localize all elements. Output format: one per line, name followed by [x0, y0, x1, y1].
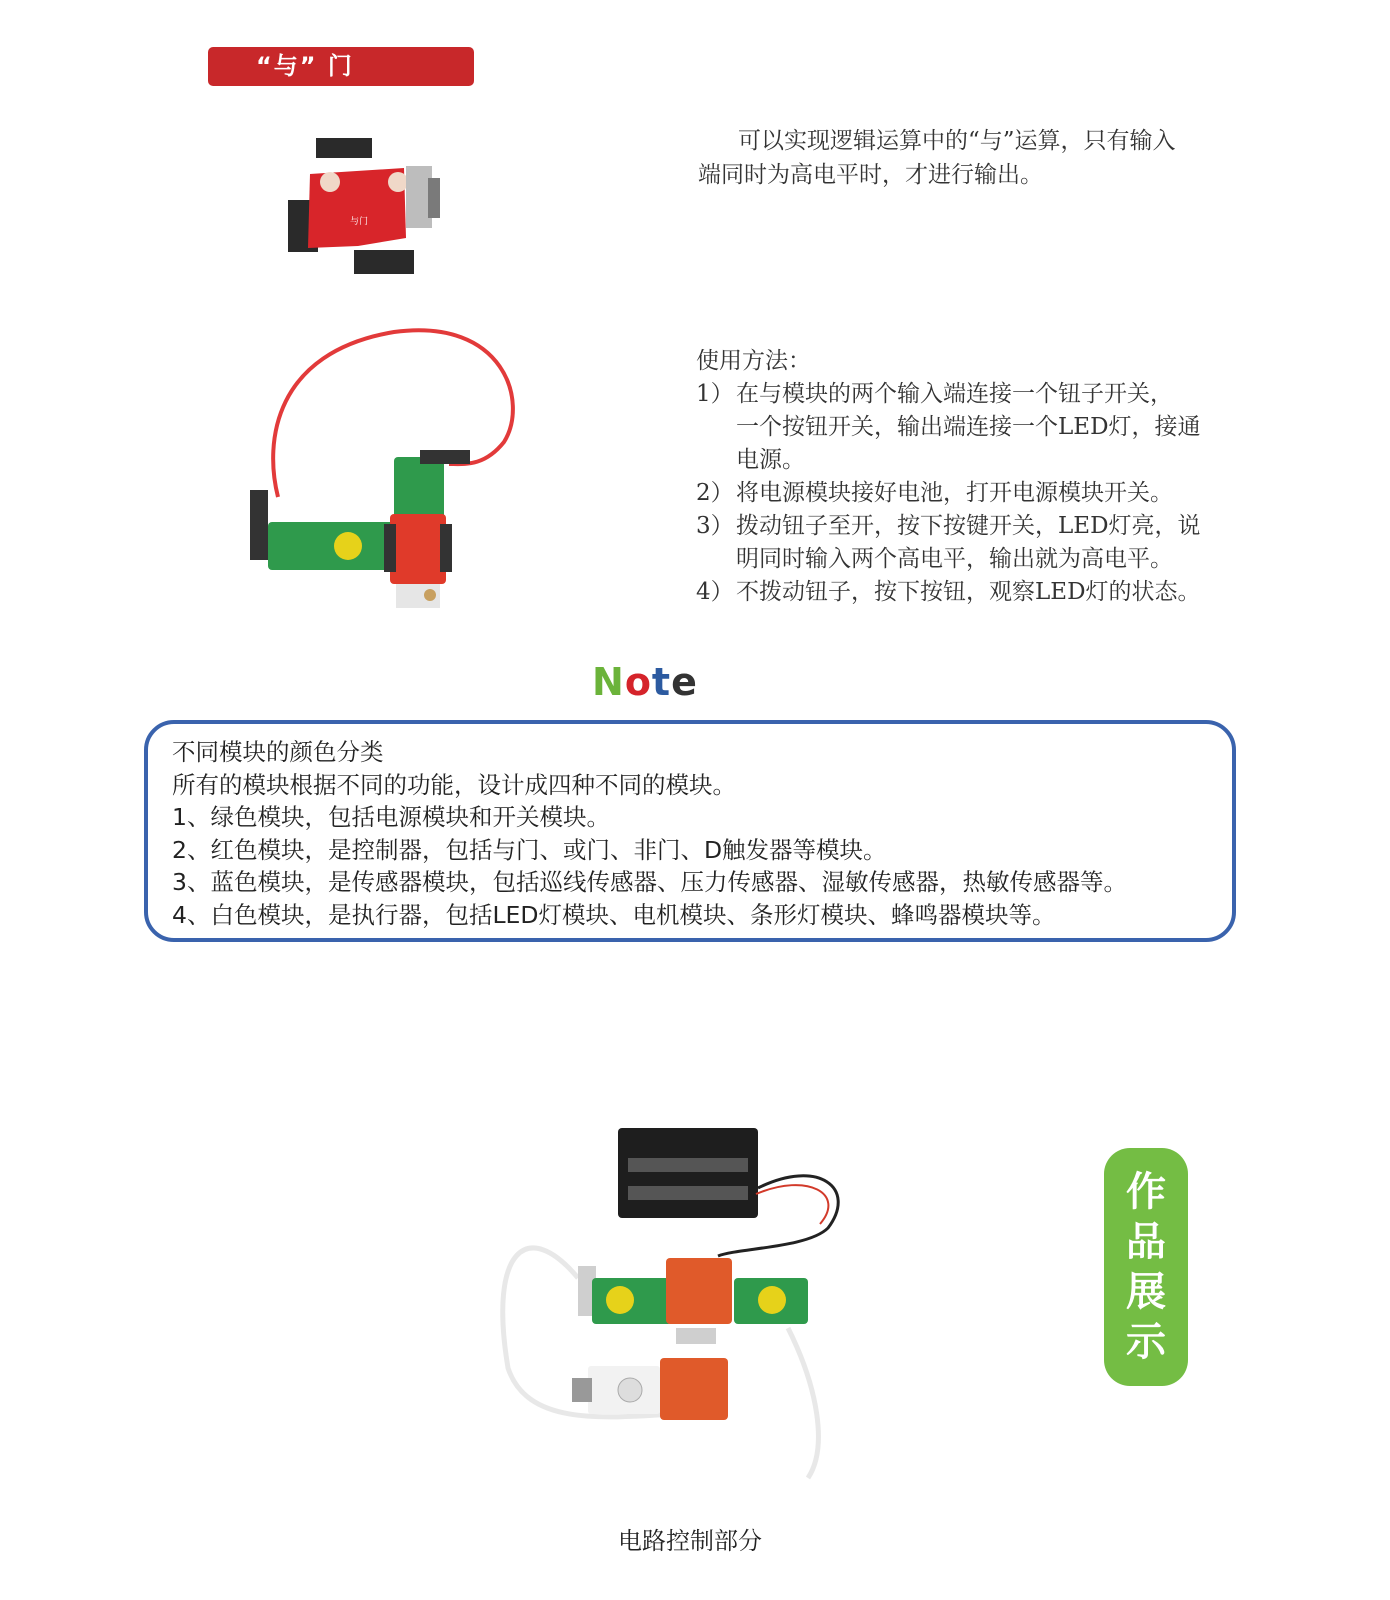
note-logo	[592, 660, 698, 704]
note-line: 所有的模块根据不同的功能，设计成四种不同的模块。	[172, 770, 736, 799]
photo-caption: 电路控制部分	[618, 1527, 762, 1555]
step-line: 拨动钮子至开，按下按键开关，LED灯亮，说	[736, 513, 1201, 539]
showcase-badge	[1104, 1148, 1188, 1386]
note-logo-letter: o	[624, 660, 652, 704]
step-number: 3）	[696, 513, 734, 539]
usage-instructions	[696, 345, 1276, 609]
intro-paragraph	[698, 124, 1268, 192]
intro-line-2: 端同时为高电平时，才进行输出。	[698, 162, 1043, 188]
step-line: 电源。	[736, 447, 805, 473]
note-line: 4、白色模块，是执行器，包括LED灯模块、电机模块、条形灯模块、蜂鸣器模块等。	[172, 900, 1056, 929]
intro-line-1: 可以实现逻辑运算中的“与”运算，只有输入	[738, 128, 1176, 154]
note-logo-letter: e	[671, 660, 698, 704]
step-line: 明同时输入两个高电平，输出就为高电平。	[736, 546, 1173, 572]
note-line: 不同模块的颜色分类	[172, 738, 384, 766]
step-number: 1）	[696, 381, 734, 407]
note-logo-letter: N	[592, 660, 625, 704]
usage-step	[696, 576, 1276, 609]
svg-text:与门: 与门	[350, 217, 369, 227]
showcase-circuit-photo	[488, 1128, 908, 1488]
and-gate-circuit-photo	[244, 322, 534, 624]
section-title: “与” 门	[208, 47, 474, 86]
step-line: 不拨动钮子，按下按钮，观察LED灯的状态。	[736, 579, 1201, 605]
usage-step	[696, 477, 1276, 510]
showcase-char: 示	[1126, 1319, 1166, 1365]
showcase-char: 作	[1126, 1169, 1166, 1215]
step-line: 在与模块的两个输入端连接一个钮子开关，	[736, 381, 1173, 407]
note-line: 1、绿色模块，包括电源模块和开关模块。	[172, 803, 610, 831]
step-line: 将电源模块接好电池，打开电源模块开关。	[736, 480, 1173, 506]
usage-heading: 使用方法：	[696, 348, 811, 374]
and-gate-module-photo	[288, 138, 448, 278]
step-number: 2）	[696, 480, 734, 506]
step-number: 4）	[696, 579, 734, 605]
note-line: 3、蓝色模块，是传感器模块，包括巡线传感器、压力传感器、湿敏传感器，热敏传感器等。	[172, 868, 1127, 896]
note-logo-letter: t	[651, 660, 672, 704]
showcase-char: 品	[1126, 1219, 1166, 1265]
usage-step	[696, 510, 1276, 576]
step-line: 一个按钮开关，输出端连接一个LED灯，接通	[736, 414, 1201, 440]
note-line: 2、红色模块，是控制器，包括与门、或门、非门、D触发器等模块。	[172, 835, 887, 864]
note-box	[144, 720, 1236, 942]
showcase-char: 展	[1126, 1269, 1166, 1315]
usage-step	[696, 378, 1276, 477]
